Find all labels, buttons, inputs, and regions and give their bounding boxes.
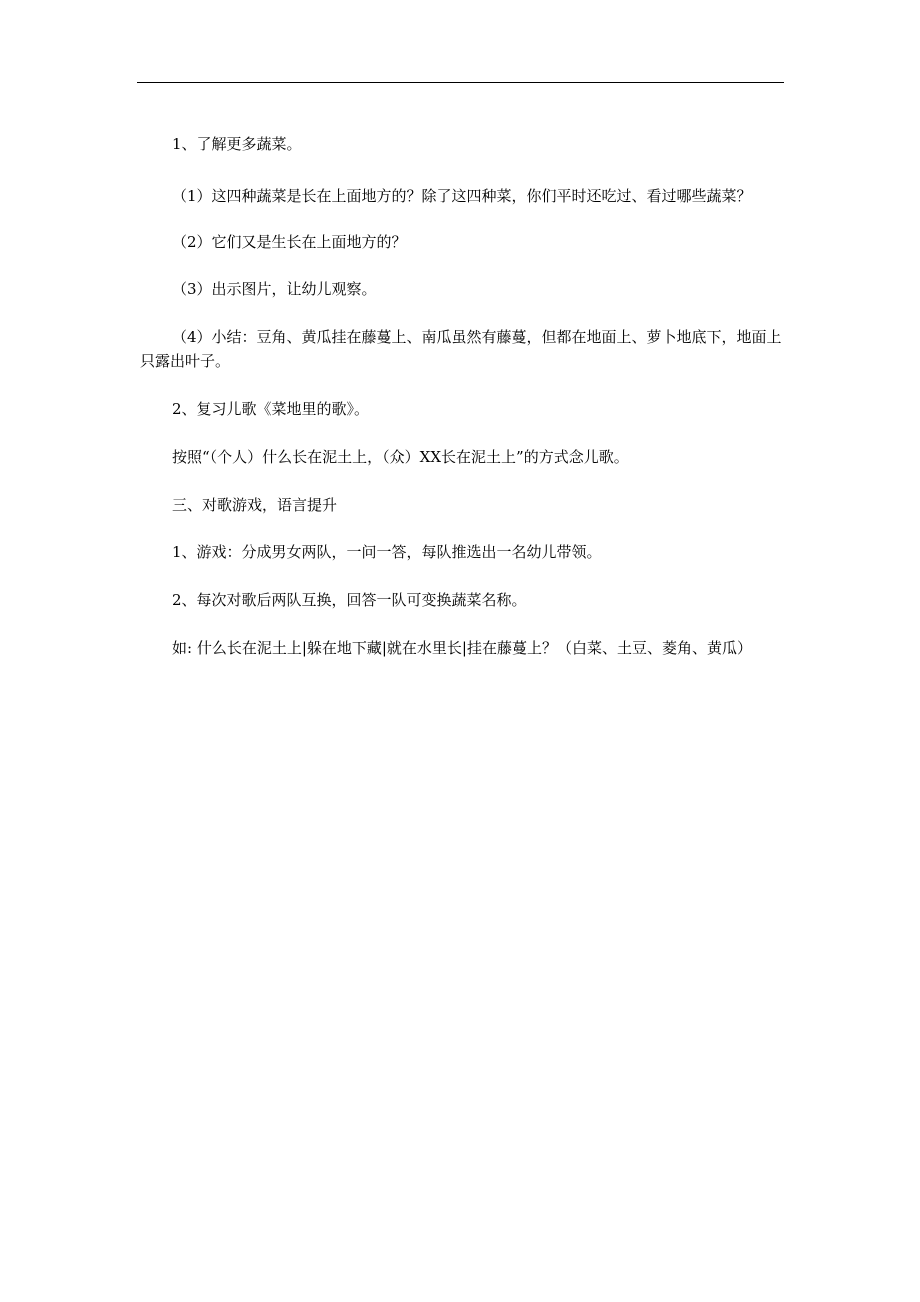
paragraph-11: 如: 什么长在泥土上|躲在地下藏|就在水里长|挂在藤蔓上？（白菜、土豆、菱角、黄瓜） [172,639,752,657]
paragraph-7: 按照“（个人）什么长在泥土上，（众）XX长在泥土上”的方式念儿歌。 [172,448,629,466]
paragraph-4: （3）出示图片，让幼儿观察。 [172,280,377,298]
paragraph-10: 2、每次对歌后两队互换，回答一队可变换蔬菜名称。 [172,591,527,609]
paragraph-3: （2）它们又是生长在上面地方的？ [172,233,407,251]
paragraph-2: （1）这四种蔬菜是长在上面地方的？除了这四种菜，你们平时还吃过、看过哪些蔬菜？ [172,187,752,205]
paragraph-9: 1、游戏：分成男女两队，一问一答，每队推选出一名幼儿带领。 [172,543,602,561]
paragraph-6: 2、复习儿歌《菜地里的歌》。 [172,400,370,418]
paragraph-5: （4）小结：豆角、黄瓜挂在藤蔓上、南瓜虽然有藤蔓，但都在地面上、萝卜地底下，地面上只露出叶子。 [140,328,782,370]
paragraph-1: 1、了解更多蔬菜。 [172,135,302,153]
section-heading: 三、对歌游戏，语言提升 [172,496,338,514]
header-rule [137,82,784,83]
